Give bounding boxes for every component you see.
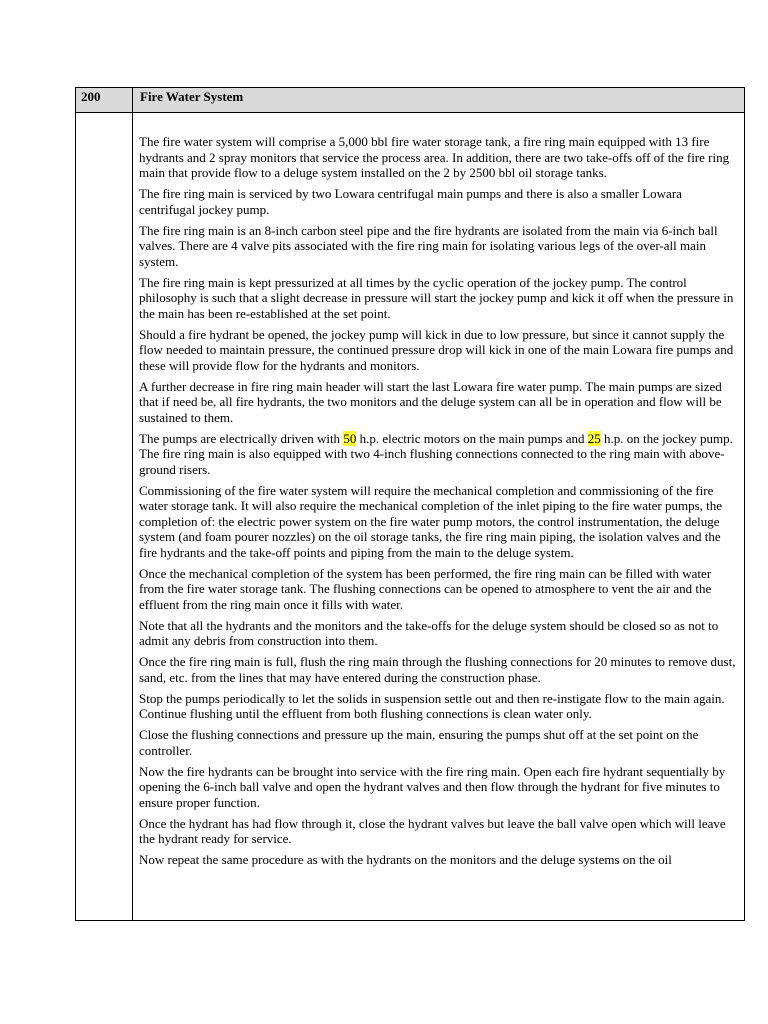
jockey-pump-hp-highlight: 25 <box>587 430 601 446</box>
section-header-row <box>76 88 744 113</box>
paragraph: Once the mechanical completion of the system has been performed, the fire ring main can be filled with water from the fire water storage tank. The flushing connections can be opened to atmosphere to vent the air and the effluent from the ring main once it fills with water. <box>139 565 712 612</box>
paragraph: Close the flushing connections and pressure up the main, ensuring the pumps shut off at the set point on the controller. <box>139 727 699 758</box>
paragraph: Note that all the hydrants and the monitors and the take-offs for the deluge system should be closed so as not to admit any debris from construction into them. <box>139 617 719 648</box>
paragraph: A further decrease in fire ring main header will start the last Lowara fire water pump. The main pumps are sized that if need be, all fire hydrants, the two monitors and the deluge system can all be in operation and flow will be sustained to them. <box>139 378 722 425</box>
paragraph: The fire ring main is kept pressurized at all times by the cyclic operation of the jockey pump. The control philosophy is such that a slight decrease in pressure will start the jockey pump and kick it off when the pressure in the main has been re-established at the set point. <box>139 274 734 321</box>
paragraph: Once the fire ring main is full, flush the ring main through the flushing connections for 20 minutes to remove dust, sand, etc. from the lines that may have entered during the construction phase. <box>139 654 736 685</box>
column-divider <box>132 88 133 920</box>
pumps-paragraph <box>139 431 739 478</box>
section-number: 200 <box>81 89 101 104</box>
paragraph: Now the fire hydrants can be brought into service with the fire ring main. Open each fire hydrant sequentially by opening the 6-inch ball valve and open the hydrant valves and then flow through the hydrant for five minutes to ensure proper function. <box>139 763 726 810</box>
paragraph: The fire ring main is an 8-inch carbon steel pipe and the fire hydrants are isolated from the main via 6-inch ball valves. There are 4 valve pits associated with the fire ring main for isolating various legs of the over-all main system. <box>139 222 718 269</box>
pumps-text-part3: h.p. on the jockey pump. The fire ring main is also equipped with two 4-inch flushing connections connected to the ring main with above-ground risers. <box>139 430 733 477</box>
paragraph: The fire ring main is serviced by two Lowara centrifugal main pumps and there is also a smaller Lowara centrifugal jockey pump. <box>139 186 682 217</box>
paragraph: Commissioning of the fire water system will require the mechanical completion and commissioning of the fire water storage tank. It will also require the mechanical completion of the inlet piping to the fire water pumps, the completion of: the electric power system on the fire water pump motors, the control instrumentation, the deluge system (and foam pourer nozzles) on the oil storage tanks, the fire ring main piping, the isolation valves and the fire hydrants and the take-off points and piping from the main to the deluge system. <box>139 482 723 560</box>
section-body <box>139 134 739 873</box>
main-pump-hp-highlight: 50 <box>343 430 357 446</box>
pumps-text-part2: h.p. electric motors on the main pumps and <box>356 430 588 446</box>
paragraph: Once the hydrant has had flow through it, close the hydrant valves but leave the ball valve open which will leave the hydrant ready for service. <box>139 815 726 846</box>
paragraph: Now repeat the same procedure as with the hydrants on the monitors and the deluge systems on the oil <box>139 852 672 867</box>
section-title: Fire Water System <box>140 89 244 104</box>
paragraph: Should a fire hydrant be opened, the jockey pump will kick in due to low pressure, but since it cannot supply the flow needed to maintain pressure, the continued pressure drop will kick in one of the main Lowara fire pumps and these will provide flow for the hydrants and monitors. <box>139 326 734 373</box>
paragraph: Stop the pumps periodically to let the solids in suspension settle out and then re-instigate flow to the main again. Continue flushing until the effluent from both flushing connections is clean water only. <box>139 690 725 721</box>
paragraph: The fire water system will comprise a 5,000 bbl fire water storage tank, a fire ring main equipped with 13 fire hydrants and 2 spray monitors that service the process area. In addition, there are two take-offs off of the fire ring main that provide flow to a deluge system installed on the 2 by 2500 bbl oil storage tanks. <box>139 134 730 180</box>
section-table <box>75 87 745 921</box>
pumps-text-part1: The pumps are electrically driven with <box>139 430 344 446</box>
